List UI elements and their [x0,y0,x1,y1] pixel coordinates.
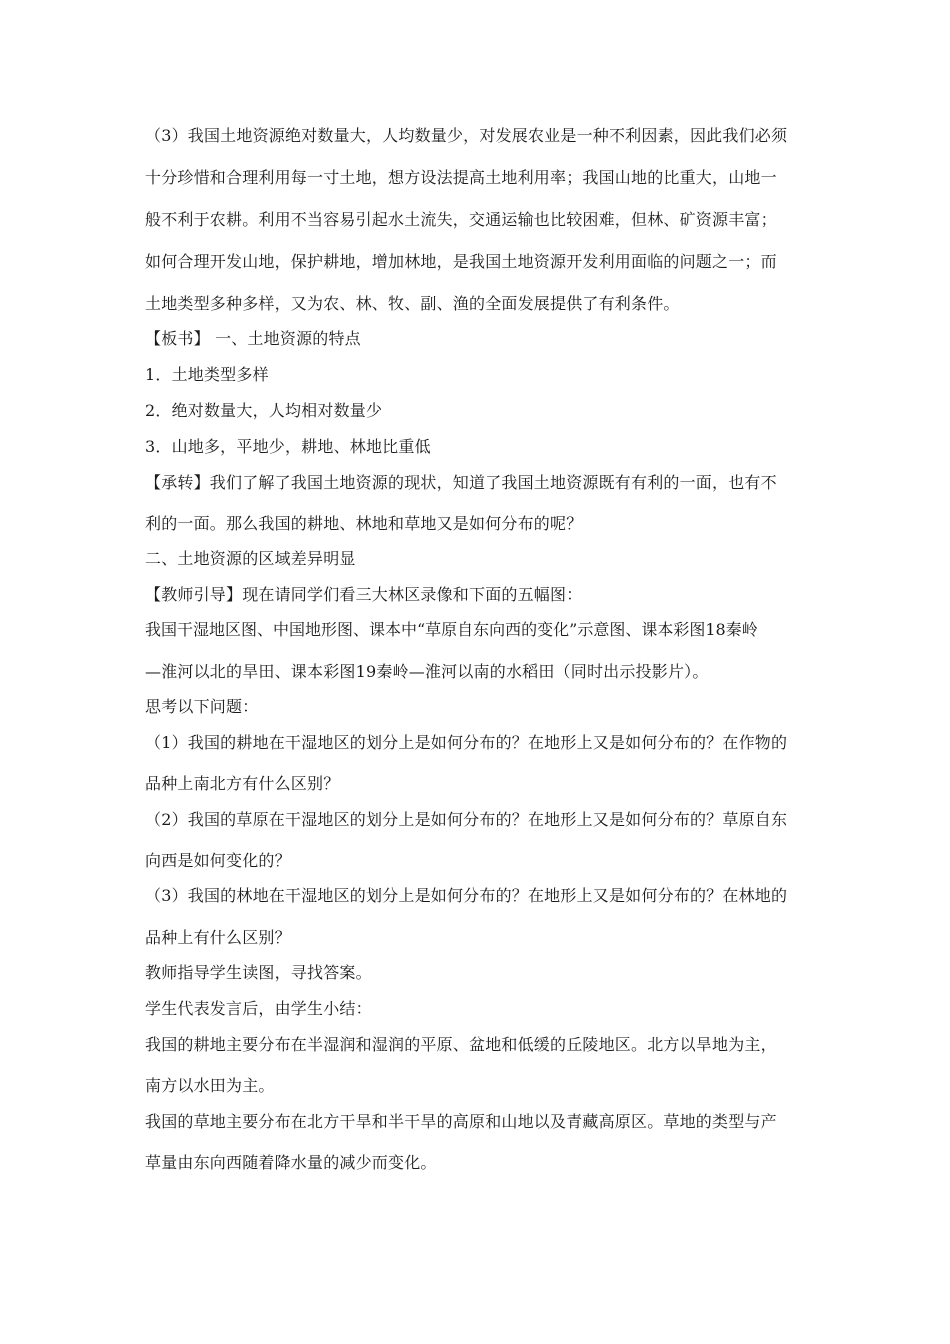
paragraph-line: 学生代表发言后，由学生小结： [145,999,372,1018]
paragraph-line: 土地类型多种多样，又为农、林、牧、副、渔的全面发展提供了有利条件。 [145,294,680,313]
question-line: 品种上有什么区别？ [145,928,291,947]
question-line: 品种上南北方有什么区别？ [145,774,340,793]
paragraph-line: 教师指导学生读图，寻找答案。 [145,963,372,982]
paragraph-line: 草量由东向西随着降水量的减少而变化。 [145,1153,437,1172]
paragraph-line: 利的一面。那么我国的耕地、林地和草地又是如何分布的呢？ [145,514,583,533]
paragraph-line: 般不利于农耕。利用不当容易引起水土流失，交通运输也比较困难，但林、矿资源丰富； [145,210,777,229]
paragraph-line: 我国的草地主要分布在北方干旱和半干旱的高原和山地以及青藏高原区。草地的类型与产 [145,1112,777,1131]
paragraph-line: 我国干湿地区图、中国地形图、课本中“草原自东向西的变化”示意图、课本彩图18秦岭 [145,620,758,639]
paragraph-line: 【承转】我们了解了我国土地资源的现状，知道了我国土地资源既有有利的一面，也有不 [145,473,777,492]
paragraph-line: （3）我国土地资源绝对数量大，人均数量少，对发展农业是一种不利因素，因此我们必须 [145,126,788,145]
list-item: 1．土地类型多样 [145,365,269,384]
paragraph-line: 南方以水田为主。 [145,1076,275,1095]
paragraph-line: 如何合理开发山地，保护耕地，增加林地，是我国土地资源开发利用面临的问题之一；而 [145,252,777,271]
paragraph-line: 十分珍惜和合理利用每一寸土地，想方设法提高土地利用率；我国山地的比重大，山地一 [145,168,777,187]
paragraph-line: 思考以下问题： [145,697,259,716]
question-line: （1）我国的耕地在干湿地区的划分上是如何分布的？在地形上又是如何分布的？在作物的 [145,733,788,752]
list-item: 3．山地多，平地少，耕地、林地比重低 [145,437,431,456]
paragraph-line: 我国的耕地主要分布在半湿润和湿润的平原、盆地和低缓的丘陵地区。北方以旱地为主， [145,1035,777,1054]
question-line: （2）我国的草原在干湿地区的划分上是如何分布的？在地形上又是如何分布的？草原自东 [145,810,788,829]
section-heading: 二、土地资源的区域差异明显 [145,549,356,568]
board-heading: 【板书】 一、土地资源的特点 [145,329,361,348]
question-line: 向西是如何变化的？ [145,851,291,870]
list-item: 2．绝对数量大，人均相对数量少 [145,401,383,420]
question-line: （3）我国的林地在干湿地区的划分上是如何分布的？在地形上又是如何分布的？在林地的 [145,886,788,905]
paragraph-line: —淮河以北的旱田、课本彩图19秦岭—淮河以南的水稻田（同时出示投影片）。 [145,662,709,681]
paragraph-line: 【教师引导】现在请同学们看三大林区录像和下面的五幅图： [145,585,583,604]
